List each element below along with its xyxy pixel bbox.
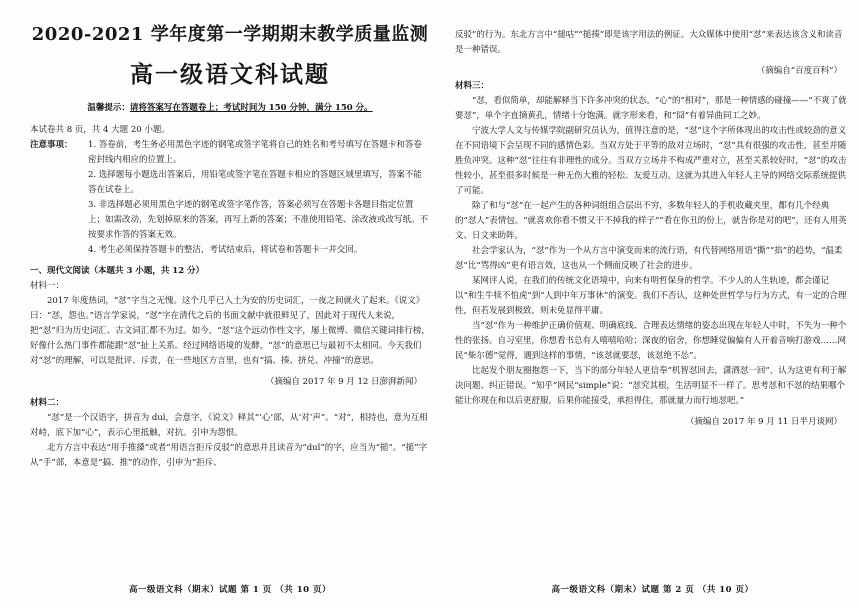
material-2-paragraph: 北方方言中表达“用手推搡”或者“用语言拒斥反驳”的意思并且读音为“duǐ”的字，应当为“搥”。“搥”字从“手”部，本意是“搞、推”的动作，引申为“拒斥、 <box>30 443 428 468</box>
intro-text: 本试卷共 8 页，共 4 大题 20 小题。 <box>30 125 170 135</box>
material-1-source: （摘编自 2017 年 9 月 12 日澎湃新闻） <box>265 377 422 387</box>
material-3-source: （摘编自 2017 年 9 月 11 日半月谈网） <box>685 417 842 427</box>
material-1-label: 材料一： <box>30 281 65 291</box>
material-3-paragraph: 除了和与“怼”在一起产生的各种词组组合层出不穷，多数年轻人的手机收藏夹里，都有几个经典的“怼人”表情包。“就喜欢你看不惯又干不掉我的样子”“看在你丑的份上，就告你是对的吧”，还有人用英文、日文来助阵。 <box>455 201 847 241</box>
notes-item <box>30 198 430 243</box>
note-text: 3. 非选择题必须用黑色字迹的钢笔或签字笔作答，答案必须写在答题卡各题目指定位置上；如需改动，先划掉原来的答案，再写上新的答案；不准使用铅笔、涂改液或改写纸。不按要求作答的答案无效。 <box>88 200 429 240</box>
material-1-paragraph: 2017 年度热词，“怼”字当之无愧。这个几乎已入土为安的历史词汇，一夜之间就火了起来。《说文》曰：“怼，怨也。”语言学家说，“怼”字在清代之后的书面文献中就很鲜见了，因此对于现代人来说，把“怼”归为历史词汇、古文词汇都不为过。如今，“怼”这个远动作性文字，屡上微博、微信关键词排行榜，好像什么热门事件都能跟“怼”扯上关系。经过网络语境的发酵，“怼”的意思已与最初不太相同。今天我们对“怼”的理解，可以是批评、斥责，在一些地区方言里，也有“搞、揍、挤兑、冲撞”的意思。 <box>30 296 430 366</box>
warm-tip-text: 请将答案写在答题卷上；考试时间为 150 分钟，满分 150 分。 <box>129 103 373 113</box>
warm-tip <box>30 101 430 113</box>
material-3-label: 材料三： <box>455 81 490 91</box>
notes-item <box>30 243 430 258</box>
continued-source: （摘编自“百度百科”） <box>756 66 842 76</box>
material-3-paragraph: 比起发个朋友圈抱怨一下，当下的部分年轻人更信奉“机智怼回去，潇洒怼一回”，认为这更有利于解决问题、纠正错误。“知乎”网民“simple”说：“怼究其根，生活明显不一样了。思考怼和不怼的结果哪个能让你现在和以后更舒服，后果你能接受，承担得住，那就量力而行地怼吧。” <box>455 366 847 406</box>
notes-item <box>30 168 430 198</box>
page-2 <box>455 0 850 609</box>
notes-label: 注意事项： <box>30 140 73 150</box>
material-3-paragraph: 宁波大学人文与传媒学院副研究员认为，值得注意的是，“怼”这个字所体现出的攻击性或较劲的意义在不同语境下会呈现不同的感情色彩。当双方处于平等的敌对立场时，“怼”具有很强的攻击性，甚至并随胜负冲突。这种“怼”往往有非理性的成分。当双方立场并不构成严重对立，甚至关系较好时，“怼”的攻击性较小，甚至很多时候是一种无伤大雅的轻松、友爱互动。这就为其进入年轻人主导的网络交际系统提供了可能。 <box>455 126 847 196</box>
warm-tip-label: 温馨提示： <box>87 103 130 113</box>
page-footer: 高一级语文科（期末）试题 第 1 页 （共 10 页） <box>128 585 331 595</box>
note-text: 1. 答卷前，考生务必用黑色字迹的钢笔或签字笔将自己的姓名和考号填写在答题卡和答卷密封线内相应的位置上。 <box>88 140 422 165</box>
material-3-paragraph: “怼，看似简单，却能解释当下许多冲突的状态。“心”的“相对”，那是一种情感的碰撞——“不爽了就要怼”，单个字直摘黄孔，情绪十分饱满。就字形来看，和“囧”有着异曲同工之妙。 <box>455 96 847 121</box>
page-footer: 高一级语文科（期末）试题 第 2 页 （共 10 页） <box>551 585 754 595</box>
material-3-paragraph: 某网评人说，在我们的传统文化语境中，向来有明哲保身的哲学。不少人的人生轨迹，都会谨记以“和生牛犊不怕虎”到“人到中年万事休”的演变。我们不否认，这种处世哲学与行为方式，有一定的合理性，但若发展到极致，则未免显得平庸。 <box>455 276 847 316</box>
material-2-paragraph: “怼”是一个汉语字，拼音为 duì，会意字，《说文》释其“‘心’部，从‘对’声”。“对”，相持也，意为互相对峙，底下加“心”，表示心里抵触，对抗。引申为怨恨。 <box>30 413 428 438</box>
exam-title: 2020-2021 学年度第一学期期末教学质量监测 <box>31 24 429 45</box>
continued-paragraph: 反驳”的行为。东北方言中“搥咕”“搥揍”即是该字用法的例证。大众媒体中使用“怼”来表达该含义和读音是一种错误。 <box>455 30 843 55</box>
note-text: 2. 选择题每小题选出答案后，用铅笔或签字笔在答题卡相应的答题区域里填写，答案不能答在试卷上。 <box>88 170 422 195</box>
page-1 <box>30 0 430 609</box>
notes-item <box>30 138 430 168</box>
material-2-label: 材料二： <box>30 398 65 408</box>
section-heading: 一、现代文阅读（本题共 3 小题，共 12 分） <box>30 266 205 276</box>
material-3-paragraph: 当“怼”作为一种维护正确价值观、明确底线、合理表达情绪的姿态出现在年轻人中时，不失为一种个性的张扬。自习室里，你想看书总有人嘻嘻哈哈；深夜的宿舍，你想睡觉偏偏有人开着音响打游戏……网民“柴尔德”觉得，遇到这样的事情，“该怼就要怼，该怼绝不怂”。 <box>455 321 847 361</box>
note-text: 4. 考生必须保持答题卡的整洁，考试结束后，将试卷和答题卡一并交回。 <box>88 245 363 255</box>
paper-title: 高一级语文科试题 <box>130 61 330 88</box>
material-3-paragraph: 社会学家认为，“怼”作为一个从方言中演变而来的流行语，有代替网络用语“撕”“掐”的趋势，“温柔怼”比“骂得凶”更有语言效，这也从一个侧面反映了社会的进步。 <box>455 246 843 271</box>
